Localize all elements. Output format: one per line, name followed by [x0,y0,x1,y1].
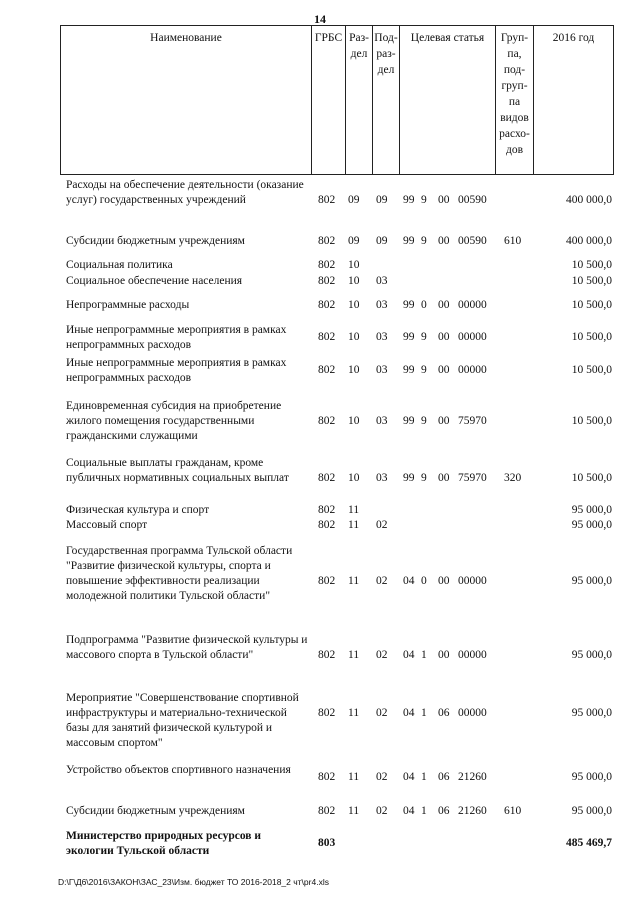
razdel-cell: 10 [348,364,360,376]
amount-cell: 10 500,0 [571,331,612,343]
target-part-4: 00000 [458,707,487,719]
header-group-line: дов [505,144,524,156]
row-name: Иные непрограммные мероприятия в рамках непрограммных расходов [66,324,287,351]
razdel-cell: 11 [348,519,360,531]
razdel-cell: 11 [348,707,360,719]
target-part-2: 9 [421,415,427,427]
header-podrazdel-line: раз- [376,48,396,60]
grbs-cell: 802 [318,259,336,271]
table-row [60,503,614,518]
table-row [60,298,614,313]
table-row [60,234,614,249]
target-part-1: 99 [403,364,415,376]
header-group-line: па [508,96,521,108]
target-part-1: 04 [403,575,415,587]
amount-cell: 95 000,0 [571,504,612,516]
row-name: Непрограммные расходы [66,299,190,311]
target-part-1: 99 [403,472,415,484]
header-razdel-line: Раз- [349,32,369,44]
header-razdel-line: дел [350,48,368,60]
group-cell: 610 [504,805,522,817]
row-name: Массовый спорт [66,519,148,531]
razdel-cell: 10 [348,472,360,484]
header-group-line: Груп- [500,32,529,44]
target-part-1: 99 [403,194,415,206]
target-part-3: 00 [438,364,450,376]
amount-cell: 95 000,0 [571,649,612,661]
header-name: Наименование [150,32,222,44]
row-name: Субсидии бюджетным учреждениям [66,805,245,817]
target-part-4: 00000 [458,649,487,661]
grbs-cell: 802 [318,504,336,516]
target-part-4: 21260 [458,805,487,817]
row-name: Физическая культура и спорт [66,504,210,516]
target-part-3: 06 [438,771,450,783]
target-part-1: 99 [403,299,415,311]
target-part-2: 1 [421,707,427,719]
row-name: Социальное обеспечение населения [66,275,243,287]
header-group-line: расхо- [499,128,530,140]
amount-cell: 10 500,0 [571,472,612,484]
target-part-3: 00 [438,331,450,343]
target-part-3: 00 [438,575,450,587]
target-part-2: 0 [421,575,427,587]
target-part-3: 00 [438,649,450,661]
podrazdel-cell: 03 [376,415,388,427]
podrazdel-cell: 09 [376,194,388,206]
amount-cell: 10 500,0 [571,415,612,427]
target-part-1: 99 [403,415,415,427]
row-name: Единовременная субсидия на приобретение жилого помещения государственными гражданскими служащими [66,400,282,442]
target-part-3: 00 [438,194,450,206]
row-name: Расходы на обеспечение деятельности (оказание услуг) государственных учреждений [66,179,304,206]
table-row [60,356,614,386]
row-name: Министерство природных ресурсов и экологии Тульской области [66,830,262,857]
target-part-4: 75970 [458,472,487,484]
razdel-cell: 11 [348,805,360,817]
grbs-cell: 803 [318,837,336,849]
table-row [60,274,614,289]
podrazdel-cell: 02 [376,649,388,661]
header-podrazdel-line: дел [377,64,395,76]
table-row [60,829,614,859]
row-name: Мероприятие "Совершенствование спортивной инфраструктуры и материально-технической базы для занятий физической культурой и массовым спортом" [66,692,299,749]
table-header [60,25,614,175]
razdel-cell: 10 [348,275,360,287]
header-group-line: видов [500,112,529,124]
header-group-line: под- [503,64,526,76]
row-name: Иные непрограммные мероприятия в рамках непрограммных расходов [66,357,287,384]
target-part-2: 9 [421,235,427,247]
podrazdel-cell: 03 [376,364,388,376]
header-grbs: ГРБС [311,26,345,174]
row-name: Социальные выплаты гражданам, кроме публичных нормативных социальных выплат [66,457,289,484]
target-part-4: 00590 [458,194,487,206]
target-part-2: 9 [421,364,427,376]
target-part-3: 00 [438,415,450,427]
target-part-4: 00590 [458,235,487,247]
amount-cell: 95 000,0 [571,575,612,587]
target-part-1: 04 [403,707,415,719]
target-part-2: 9 [421,472,427,484]
amount-cell: 400 000,0 [566,235,612,247]
razdel-cell: 10 [348,299,360,311]
target-part-3: 06 [438,805,450,817]
target-part-4: 00000 [458,299,487,311]
table-row [60,763,614,793]
header-target: Целевая статья [399,26,495,174]
header-group-line: па, [507,48,522,60]
amount-cell: 10 500,0 [571,259,612,271]
grbs-cell: 802 [318,275,336,287]
amount-cell: 95 000,0 [571,805,612,817]
target-part-2: 9 [421,194,427,206]
table-row [60,178,614,223]
razdel-cell: 10 [348,331,360,343]
group-cell: 320 [504,472,522,484]
target-part-2: 1 [421,649,427,661]
amount-cell: 10 500,0 [571,364,612,376]
amount-cell: 95 000,0 [571,707,612,719]
grbs-cell: 802 [318,299,336,311]
target-part-4: 00000 [458,364,487,376]
razdel-cell: 10 [348,259,360,271]
grbs-cell: 802 [318,805,336,817]
target-part-1: 99 [403,331,415,343]
target-part-3: 00 [438,299,450,311]
razdel-cell: 11 [348,504,360,516]
amount-cell: 485 469,7 [566,837,612,849]
target-part-2: 1 [421,805,427,817]
table-row [60,323,614,353]
podrazdel-cell: 02 [376,519,388,531]
target-part-2: 9 [421,331,427,343]
target-part-3: 06 [438,707,450,719]
grbs-cell: 802 [318,364,336,376]
header-podrazdel [372,26,399,174]
table-row [60,804,614,819]
podrazdel-cell: 02 [376,575,388,587]
target-part-3: 00 [438,472,450,484]
razdel-cell: 09 [348,194,360,206]
grbs-cell: 802 [318,649,336,661]
razdel-cell: 09 [348,235,360,247]
amount-cell: 10 500,0 [571,299,612,311]
podrazdel-cell: 03 [376,299,388,311]
podrazdel-cell: 03 [376,275,388,287]
podrazdel-cell: 03 [376,472,388,484]
table-row [60,456,614,501]
grbs-cell: 802 [318,707,336,719]
podrazdel-cell: 03 [376,331,388,343]
table-row [60,691,614,751]
row-name: Государственная программа Тульской области "Развитие физической культуры, спорта и повышение эффективности реализации молодежной политики Тульской области" [66,545,293,602]
grbs-cell: 802 [318,771,336,783]
row-name: Социальная политика [66,259,173,271]
target-part-1: 04 [403,771,415,783]
header-year: 2016 год [533,26,613,174]
amount-cell: 95 000,0 [571,771,612,783]
podrazdel-cell: 09 [376,235,388,247]
razdel-cell: 11 [348,649,360,661]
target-part-1: 04 [403,805,415,817]
row-name: Устройство объектов спортивного назначения [66,764,291,776]
footer-file-path: D:\Г\Д6\2016\ЗАКОН\ЗАС_23\Изм. бюджет ТО 2016-2018_2 чт\pr4.xls [58,877,329,887]
target-part-4: 21260 [458,771,487,783]
table-row [60,258,614,273]
table-row [60,399,614,444]
amount-cell: 10 500,0 [571,275,612,287]
target-part-2: 1 [421,771,427,783]
podrazdel-cell: 02 [376,707,388,719]
grbs-cell: 802 [318,194,336,206]
grbs-cell: 802 [318,472,336,484]
header-group-line: груп- [501,80,528,92]
header-group [495,26,533,174]
target-part-1: 99 [403,235,415,247]
target-part-3: 00 [438,235,450,247]
group-cell: 610 [504,235,522,247]
table-row [60,518,614,533]
target-part-4: 00000 [458,575,487,587]
target-part-2: 0 [421,299,427,311]
grbs-cell: 802 [318,415,336,427]
razdel-cell: 11 [348,575,360,587]
grbs-cell: 802 [318,235,336,247]
grbs-cell: 802 [318,519,336,531]
amount-cell: 400 000,0 [566,194,612,206]
grbs-cell: 802 [318,331,336,343]
target-part-4: 75970 [458,415,487,427]
razdel-cell: 10 [348,415,360,427]
page-number: 14 [314,12,326,26]
podrazdel-cell: 02 [376,771,388,783]
header-podrazdel-line: Под- [374,32,398,44]
header-razdel [345,26,372,174]
row-name: Подпрограмма "Развитие физической культуры и массового спорта в Тульской области" [66,634,308,661]
target-part-1: 04 [403,649,415,661]
table-row [60,633,614,678]
razdel-cell: 11 [348,771,360,783]
target-part-4: 00000 [458,331,487,343]
table-row [60,544,614,619]
amount-cell: 95 000,0 [571,519,612,531]
row-name: Субсидии бюджетным учреждениям [66,235,245,247]
grbs-cell: 802 [318,575,336,587]
podrazdel-cell: 02 [376,805,388,817]
